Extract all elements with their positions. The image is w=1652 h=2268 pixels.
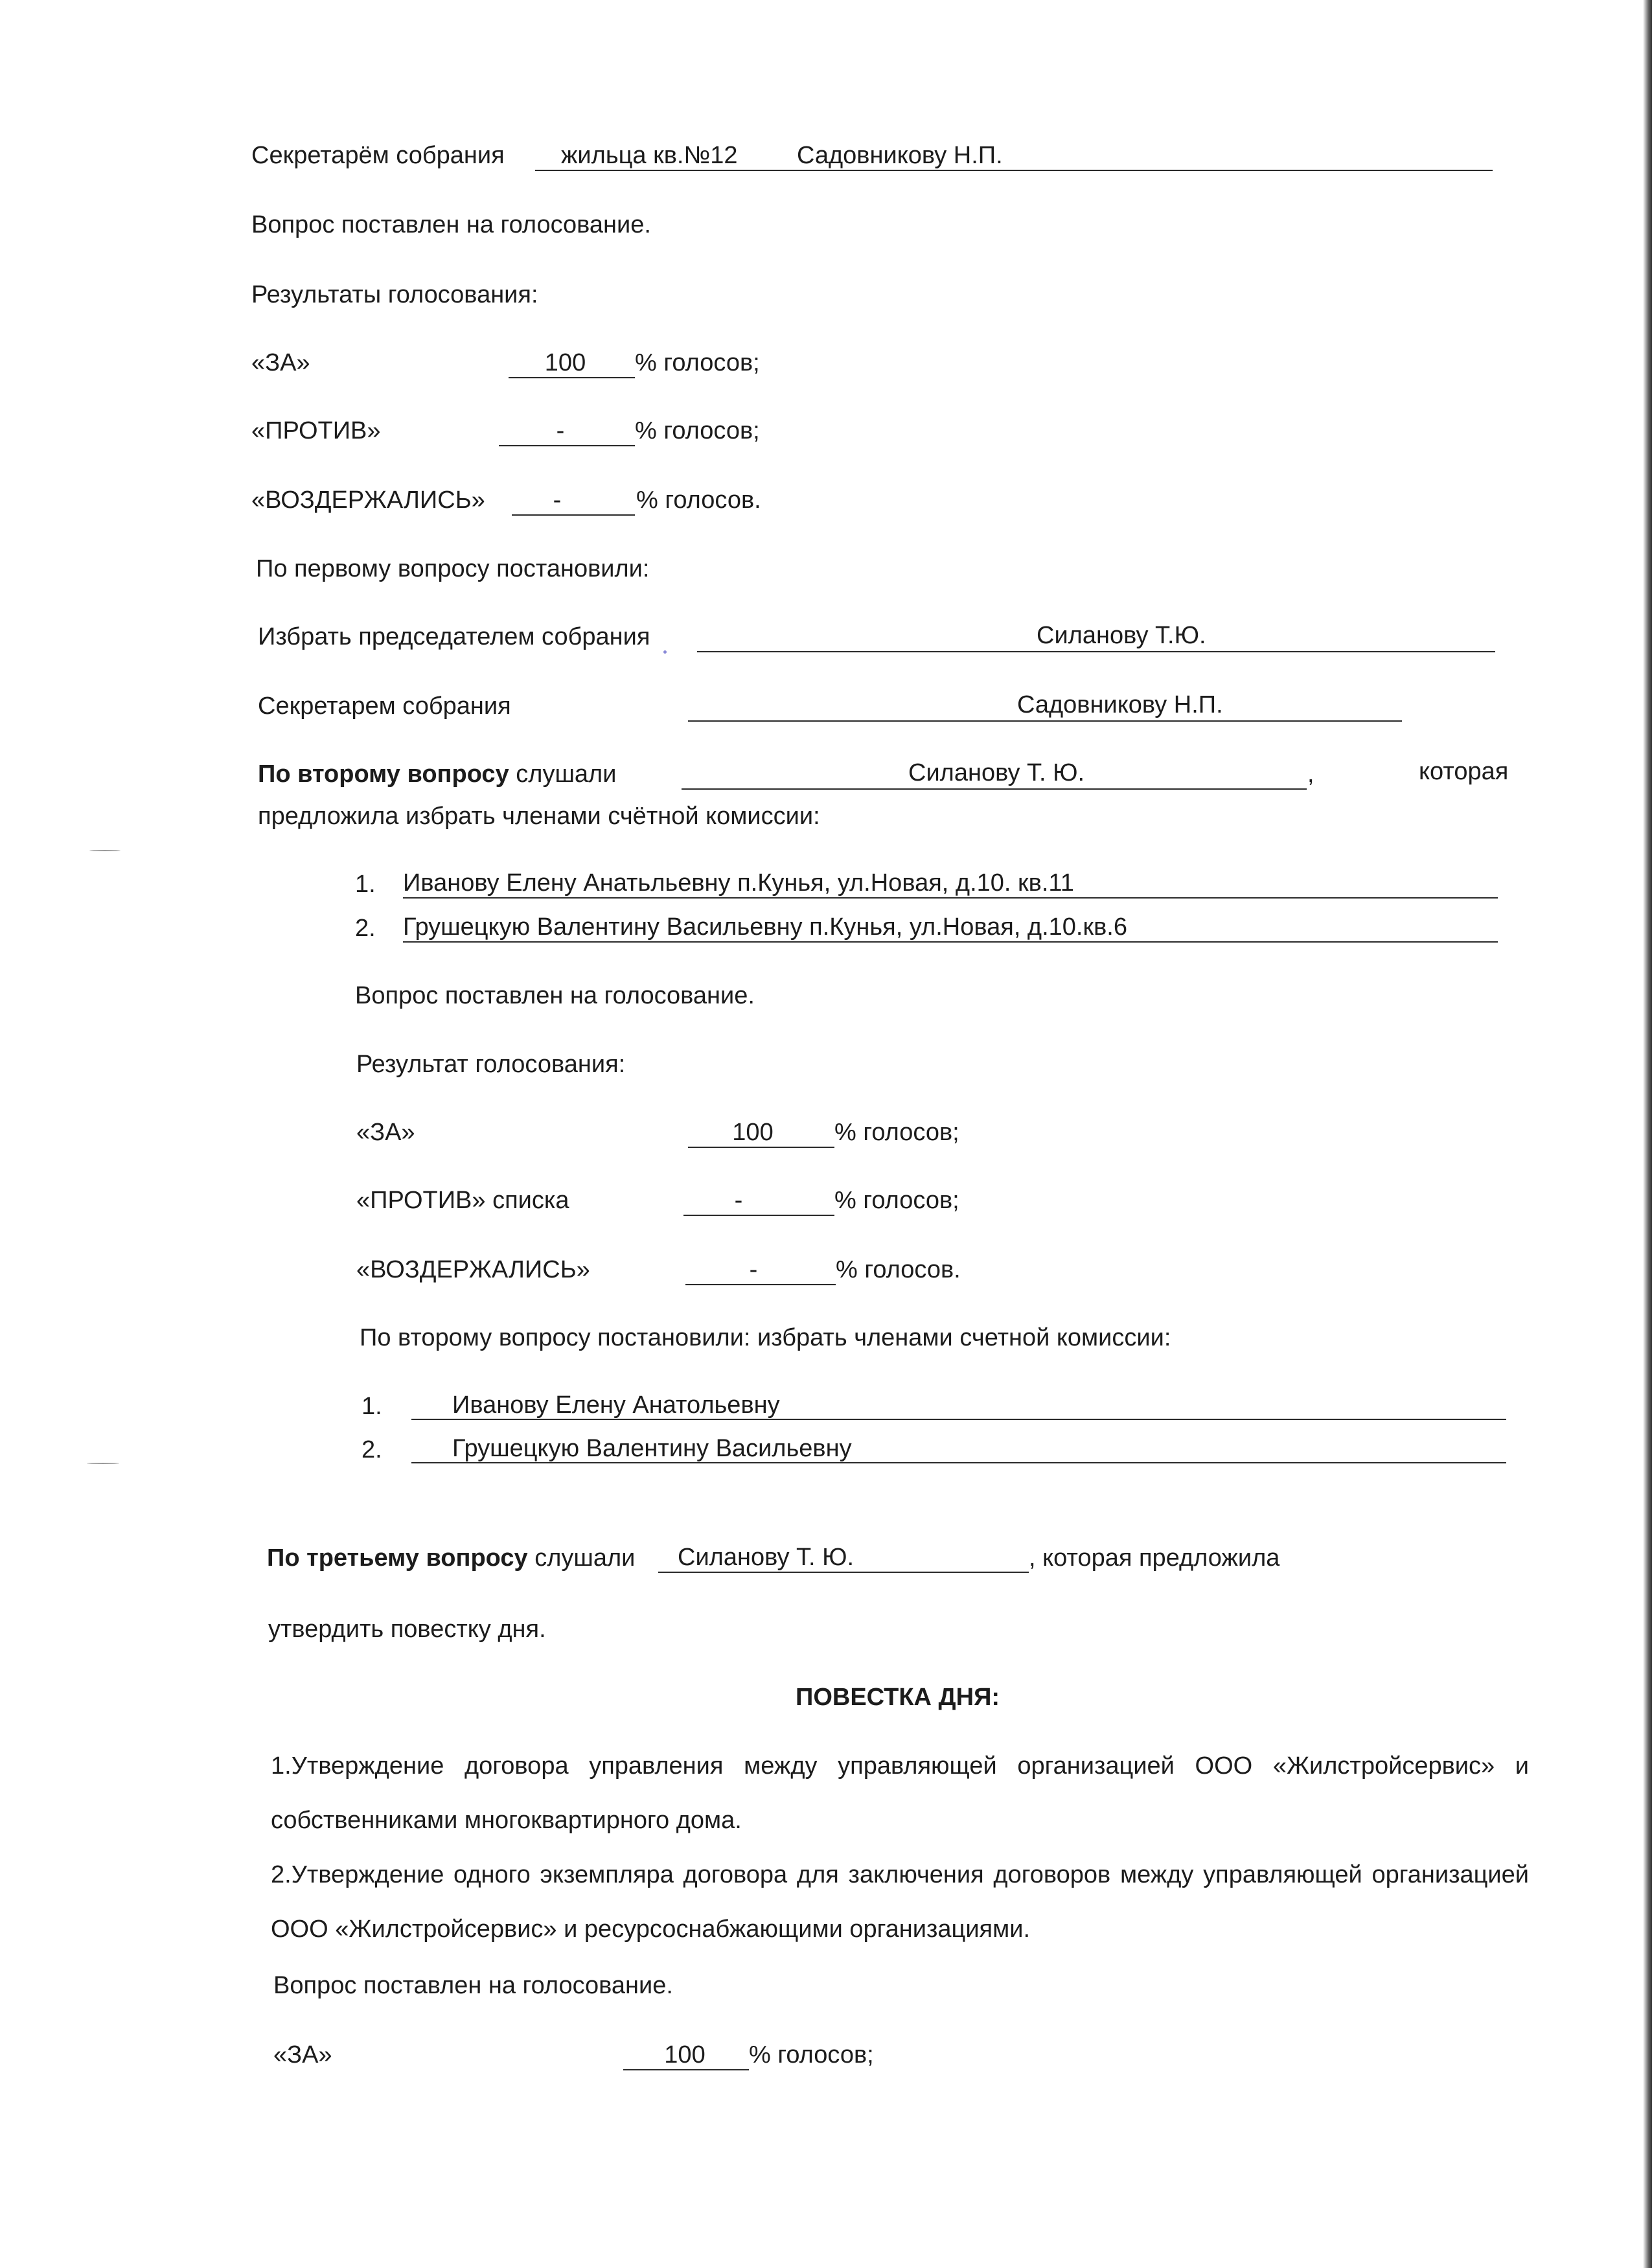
q2-vote-abstain-suffix: % голосов. bbox=[836, 1256, 961, 1283]
q3-vote-for-label: «ЗА» bbox=[273, 2041, 332, 2068]
q3-heading bbox=[267, 1542, 635, 1574]
q3-speaker: Силанову Т. Ю. bbox=[678, 1544, 855, 1571]
q2-vote-intro: Вопрос поставлен на голосование. bbox=[355, 982, 755, 1009]
punch-hole-mark bbox=[87, 1463, 119, 1464]
q2-vote-for-label: «ЗА» bbox=[356, 1119, 415, 1146]
q1-vote-abstain-label: «ВОЗДЕРЖАЛИСЬ» bbox=[251, 487, 485, 514]
punch-hole-mark bbox=[89, 850, 120, 851]
q1-vote-for-label: «ЗА» bbox=[251, 349, 310, 376]
agenda-item-1: 1.Утверждение договора управления между управляющей организацией ООО «Жилстройсервис» и собственниками многоквартирного дома. bbox=[271, 1752, 1529, 1834]
q2-candidate-1-num: 1. bbox=[355, 871, 376, 898]
q1-vote-for-suffix: % голосов; bbox=[635, 349, 760, 376]
q1-secretary-value: Садовникову Н.П. bbox=[1017, 691, 1223, 718]
q1-decided: По первому вопросу постановили: bbox=[256, 555, 650, 582]
q2-candidate-1-text: Иванову Елену Анатьльевну п.Кунья, ул.Новая, д.10. кв.11 bbox=[403, 869, 1074, 897]
scan-edge-shadow bbox=[1643, 0, 1652, 2268]
q1-vote-for-value: 100 bbox=[544, 349, 586, 376]
q2-vote-against-value: - bbox=[734, 1187, 743, 1214]
q2-comma: , bbox=[1307, 761, 1314, 788]
q1-vote-against-suffix: % голосов; bbox=[635, 417, 760, 444]
q2-member-1-num: 1. bbox=[361, 1393, 382, 1420]
q3-proposal: утвердить повестку дня. bbox=[268, 1616, 546, 1643]
agenda-item-2: 2.Утверждение одного экземпляра договора для заключения договоров между управляющей организацией ООО «Жилстройсервис» и ресурсоснабжающими организациями. bbox=[271, 1861, 1529, 1943]
q2-heading bbox=[258, 758, 616, 790]
q1-vote-abstain-value: - bbox=[553, 487, 562, 514]
q2-candidate-2-num: 2. bbox=[355, 915, 376, 942]
q2-vote-abstain-value: - bbox=[749, 1256, 758, 1283]
q2-speaker: Силанову Т. Ю. bbox=[908, 759, 1085, 786]
q2-vote-abstain-label: «ВОЗДЕРЖАЛИСЬ» bbox=[356, 1256, 590, 1283]
secretary-value-name: Садовникову Н.П. bbox=[797, 142, 1003, 169]
ink-speck bbox=[663, 650, 667, 654]
q2-proposal: предложила избрать членами счётной комиссии: bbox=[258, 803, 820, 830]
q1-secretary-label: Секретарем собрания bbox=[258, 693, 511, 720]
q2-candidate-1-underline bbox=[403, 897, 1498, 899]
q3-vote-for-suffix: % голосов; bbox=[749, 2041, 874, 2068]
q2-candidate-2-underline bbox=[403, 941, 1498, 943]
q2-member-1-text: Иванову Елену Анатольевну bbox=[452, 1392, 780, 1419]
q1-vote-against-label: «ПРОТИВ» bbox=[251, 417, 381, 444]
q1-chair-value: Силанову Т.Ю. bbox=[1037, 622, 1206, 649]
secretary-value-apartment: жильца кв.№12 bbox=[561, 142, 738, 169]
q2-vote-for-suffix: % голосов; bbox=[834, 1119, 959, 1146]
q3-vote-intro: Вопрос поставлен на голосование. bbox=[273, 1972, 673, 1999]
q1-results-label: Результаты голосования: bbox=[251, 281, 538, 308]
q2-member-2-num: 2. bbox=[361, 1436, 382, 1463]
q2-decided: По второму вопросу постановили: избрать членами счетной комиссии: bbox=[360, 1324, 1171, 1351]
q2-heading-bold: По второму вопросу bbox=[258, 761, 509, 788]
q3-vote-for-value: 100 bbox=[664, 2041, 706, 2068]
q2-which: которая bbox=[1419, 758, 1509, 785]
q2-heading-rest: слушали bbox=[516, 761, 617, 788]
q1-chair-label: Избрать председателем собрания bbox=[258, 623, 650, 650]
q3-after: , которая предложила bbox=[1029, 1544, 1280, 1572]
q2-result-label: Результат голосования: bbox=[356, 1051, 626, 1078]
q2-vote-against-label: «ПРОТИВ» списка bbox=[356, 1187, 569, 1214]
q1-vote-against-value: - bbox=[556, 417, 565, 444]
q2-candidate-2-text: Грушецкую Валентину Васильевну п.Кунья, ул.Новая, д.10.кв.6 bbox=[403, 913, 1127, 941]
q3-heading-rest: слушали bbox=[534, 1544, 636, 1572]
q2-vote-against-suffix: % голосов; bbox=[834, 1187, 959, 1214]
secretary-label: Секретарём собрания bbox=[251, 142, 505, 169]
agenda-title: ПОВЕСТКА ДНЯ: bbox=[796, 1684, 1000, 1711]
q3-heading-bold: По третьему вопросу bbox=[267, 1544, 528, 1572]
q1-vote-intro: Вопрос поставлен на голосование. bbox=[251, 211, 651, 238]
q2-vote-for-value: 100 bbox=[732, 1119, 774, 1146]
q1-vote-abstain-suffix: % голосов. bbox=[636, 487, 761, 514]
q2-member-2-text: Грушецкую Валентину Васильевну bbox=[452, 1435, 852, 1462]
